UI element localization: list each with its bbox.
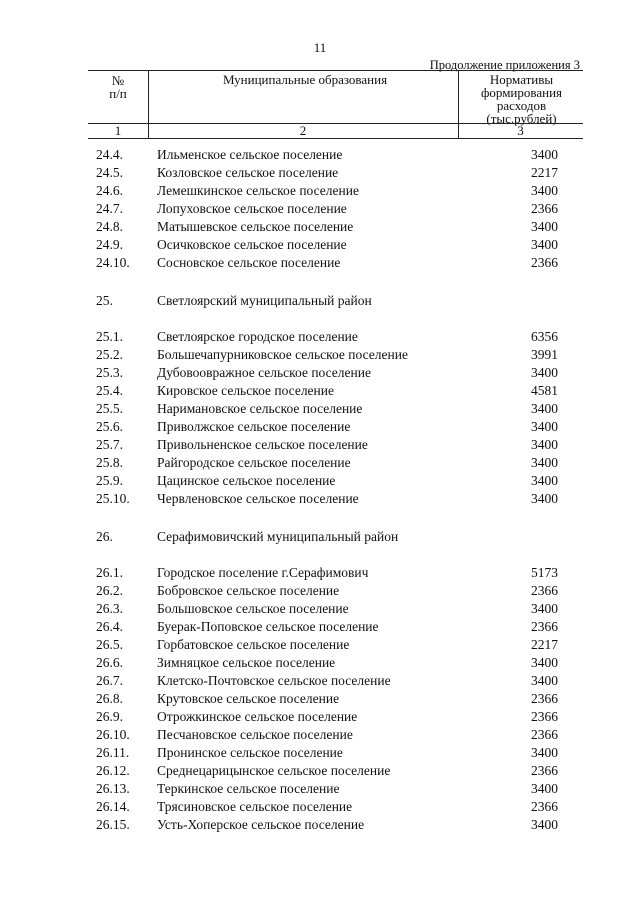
row-value: 2366 [531,619,558,634]
table-row [0,218,640,236]
table-row [0,364,640,382]
header-norm-line1: Нормативы [489,72,554,87]
row-value: 3400 [531,419,558,434]
table-row [0,708,640,726]
table-header [88,70,583,139]
column-number-2: 2 [299,123,307,138]
row-name: Горбатовское сельское поселение [157,637,350,652]
row-name: Дубовоовражное сельское поселение [157,365,371,380]
table-row [0,472,640,490]
row-value: 2366 [531,583,558,598]
table-row [0,346,640,364]
continuation-note: Продолжение приложения 3 [429,58,580,72]
row-value: 3400 [531,237,558,252]
row-number: 25.6. [96,419,123,434]
row-value: 3400 [531,655,558,670]
row-number: 26. [96,529,113,544]
table-row [0,654,640,672]
row-value: 3400 [531,473,558,488]
table-row [0,418,640,436]
row-number: 24.4. [96,147,123,162]
table-row [0,726,640,744]
row-value: 5173 [531,565,558,580]
section-row [0,292,640,310]
row-number: 26.14. [96,799,130,814]
row-name: Светлоярский муниципальный район [157,293,372,308]
row-value: 2366 [531,763,558,778]
table-row [0,798,640,816]
row-number: 26.3. [96,601,123,616]
row-name: Лемешкинское сельское поселение [157,183,359,198]
row-number: 24.9. [96,237,123,252]
row-number: 26.7. [96,673,123,688]
row-name: Среднецарицынское сельское поселение [157,763,391,778]
table-row [0,672,640,690]
row-value: 2217 [531,637,558,652]
row-number: 24.8. [96,219,123,234]
table-row [0,690,640,708]
row-value: 3400 [531,455,558,470]
row-name: Лопуховское сельское поселение [157,201,347,216]
header-norm-line3: расходов [496,98,547,113]
row-name: Большовское сельское поселение [157,601,349,616]
table-row [0,254,640,272]
row-number: 24.5. [96,165,123,180]
row-name: Цацинское сельское поселение [157,473,336,488]
row-number: 24.6. [96,183,123,198]
row-value: 2366 [531,691,558,706]
row-value: 2217 [531,165,558,180]
row-number: 26.5. [96,637,123,652]
table-row [0,182,640,200]
row-name: Приволжское сельское поселение [157,419,351,434]
row-number: 26.15. [96,817,130,832]
row-name: Червленовское сельское поселение [157,491,359,506]
header-bottom-rule [88,138,583,139]
row-number: 25.9. [96,473,123,488]
table-row [0,400,640,418]
row-number: 26.9. [96,709,123,724]
row-name: Сосновское сельское поселение [157,255,341,270]
table-row [0,816,640,834]
row-name: Буерак-Поповское сельское поселение [157,619,379,634]
header-number-abbrev: п/п [109,86,127,101]
row-value: 3400 [531,781,558,796]
row-number: 26.10. [96,727,130,742]
row-number: 26.12. [96,763,130,778]
row-value: 3400 [531,673,558,688]
row-name: Крутовское сельское поселение [157,691,340,706]
row-name: Привольненское сельское поселение [157,437,368,452]
row-number: 25.4. [96,383,123,398]
row-number: 26.11. [96,745,130,760]
header-norm-line4: (тыс.рублей) [486,111,557,126]
row-name: Кировское сельское поселение [157,383,334,398]
row-name: Большечапурниковское сельское поселение [157,347,408,362]
row-value: 3400 [531,219,558,234]
table-row [0,454,640,472]
row-number: 24.10. [96,255,130,270]
row-number: 26.1. [96,565,123,580]
row-value: 2366 [531,255,558,270]
header-name-column: Муниципальные образования [222,72,388,87]
row-number: 26.4. [96,619,123,634]
row-name: Светлоярское городское поселение [157,329,358,344]
row-value: 3400 [531,745,558,760]
row-value: 2366 [531,799,558,814]
table-row [0,600,640,618]
row-value: 3991 [531,347,558,362]
header-norm-column [460,73,583,125]
row-number: 25.3. [96,365,123,380]
row-name: Ильменское сельское поселение [157,147,343,162]
row-number: 26.2. [96,583,123,598]
table-row [0,564,640,582]
table-row [0,164,640,182]
table-row [0,618,640,636]
row-value: 2366 [531,727,558,742]
row-number: 26.6. [96,655,123,670]
page-number: 11 [313,40,327,55]
table-row [0,328,640,346]
column-number-3: 3 [517,123,524,138]
section-row [0,528,640,546]
table-row [0,636,640,654]
table-row [0,146,640,164]
row-name: Теркинское сельское поселение [157,781,340,796]
row-value: 3400 [531,147,558,162]
row-name: Отрожкинское сельское поселение [157,709,358,724]
row-value: 6356 [531,329,558,344]
row-value: 3400 [531,183,558,198]
table-row [0,200,640,218]
row-number: 25.5. [96,401,123,416]
table-row [0,744,640,762]
table-row [0,490,640,508]
row-name: Трясиновское сельское поселение [157,799,353,814]
header-number-column [88,74,148,100]
row-name: Козловское сельское поселение [157,165,339,180]
row-number: 26.13. [96,781,130,796]
table-row [0,382,640,400]
row-name: Песчановское сельское поселение [157,727,353,742]
row-name: Городское поселение г.Серафимович [157,565,369,580]
row-value: 3400 [531,601,558,616]
header-number-symbol: № [111,73,125,88]
row-value: 3400 [531,437,558,452]
row-number: 25.7. [96,437,123,452]
row-value: 3400 [531,817,558,832]
column-number-1: 1 [114,123,122,138]
table-row [0,780,640,798]
table-row [0,436,640,454]
row-value: 3400 [531,365,558,380]
row-number: 25.1. [96,329,123,344]
row-name: Бобровское сельское поселение [157,583,340,598]
table-row [0,582,640,600]
header-norm-line2: формирования [480,85,563,100]
row-value: 4581 [531,383,558,398]
row-value: 3400 [531,401,558,416]
row-name: Райгородское сельское поселение [157,455,351,470]
row-number: 25.2. [96,347,123,362]
row-number: 25. [96,293,113,308]
table-row [0,762,640,780]
row-name: Зимняцкое сельское поселение [157,655,336,670]
row-value: 2366 [531,709,558,724]
row-name: Пронинское сельское поселение [157,745,343,760]
row-number: 24.7. [96,201,123,216]
row-value: 2366 [531,201,558,216]
table-row [0,236,640,254]
row-name: Осичковское сельское поселение [157,237,347,252]
row-name: Клетско-Почтовское сельское поселение [157,673,391,688]
row-number: 25.10. [96,491,130,506]
row-name: Матышевское сельское поселение [157,219,354,234]
row-name: Серафимовичский муниципальный район [157,529,399,544]
row-name: Наримановское сельское поселение [157,401,363,416]
row-value: 3400 [531,491,558,506]
row-number: 26.8. [96,691,123,706]
row-name: Усть-Хоперское сельское поселение [157,817,365,832]
row-number: 25.8. [96,455,123,470]
